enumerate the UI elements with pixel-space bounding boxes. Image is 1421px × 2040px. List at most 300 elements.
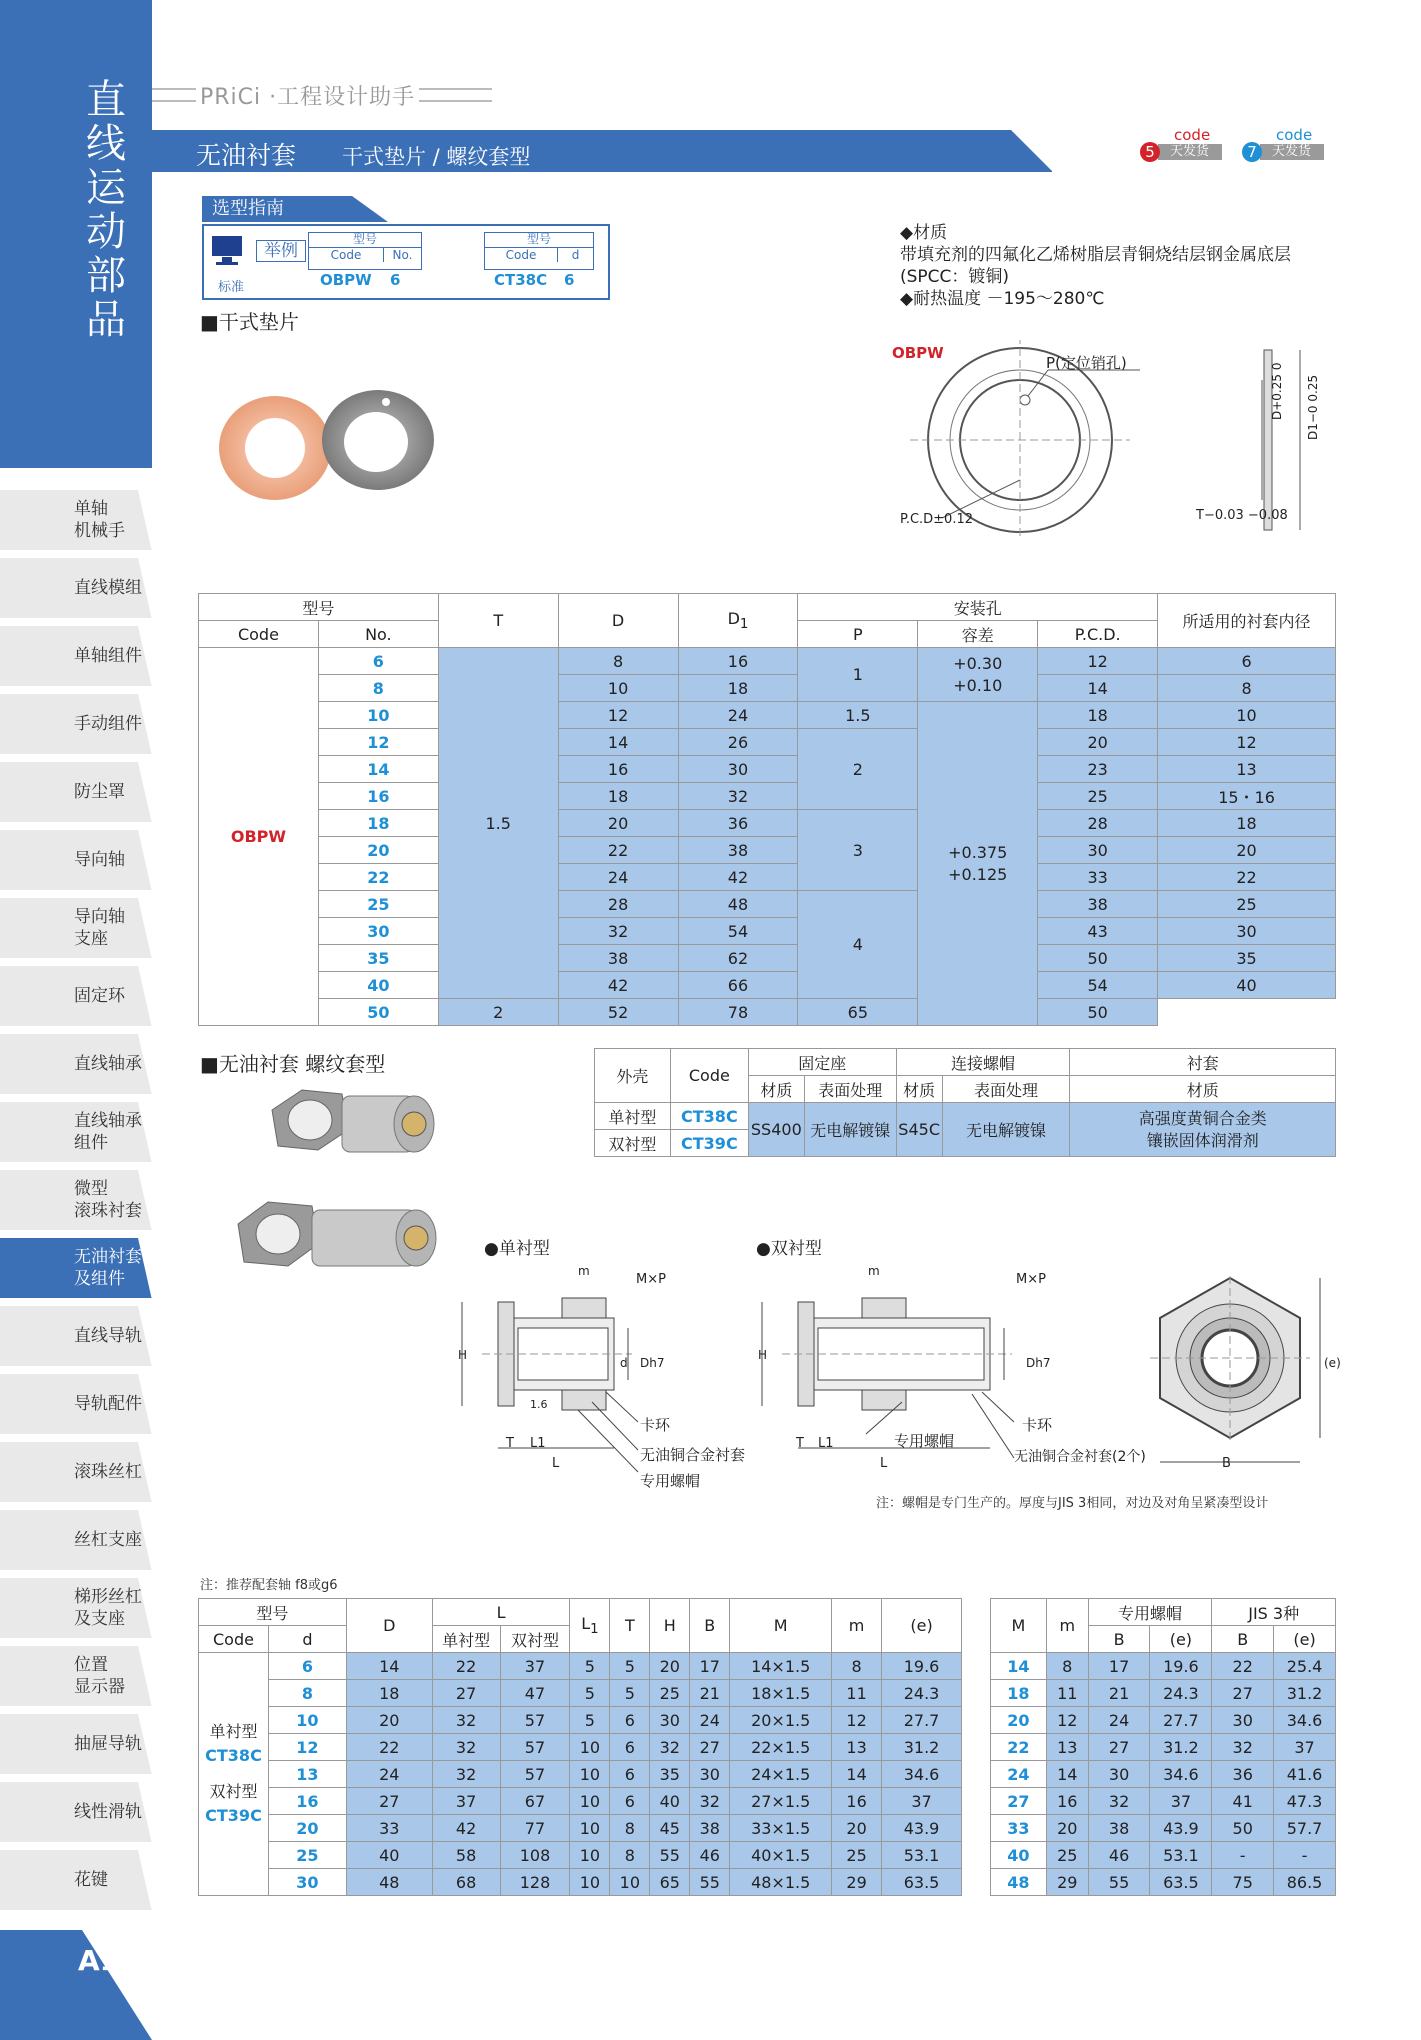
d1-header: $D_1$: [678, 594, 798, 648]
liner-material: 高强度黄铜合金类 镶嵌固体润滑剂: [1070, 1103, 1336, 1157]
d1-cell: 18: [678, 675, 798, 702]
bore-cell: 20: [1158, 837, 1336, 864]
e-cell: 24.3: [1150, 1680, 1212, 1707]
pcd-cell: 43: [1038, 918, 1158, 945]
m-cell: 11: [1046, 1680, 1088, 1707]
L-single-header: 单衬型: [432, 1626, 500, 1653]
p-cell: 2: [798, 729, 918, 810]
sidebar-item[interactable]: 导向轴 支座: [0, 898, 152, 960]
d-cell[interactable]: 16: [268, 1788, 346, 1815]
jb-cell: 36: [1212, 1761, 1274, 1788]
m-cell: 13: [1046, 1734, 1088, 1761]
no-label: No.: [383, 247, 421, 262]
d-header: D: [558, 594, 678, 648]
sidebar-item[interactable]: 单轴 机械手: [0, 490, 152, 552]
material-heading: ◆材质: [900, 223, 948, 243]
sidebar-item[interactable]: 线性滑轨: [0, 1782, 152, 1844]
d1-cell: 42: [678, 864, 798, 891]
table-row: [199, 1869, 962, 1896]
table-row: [199, 1653, 962, 1680]
l1-cell: 10: [570, 1869, 610, 1896]
jb-cell: 41: [1212, 1788, 1274, 1815]
h-cell: 40: [650, 1788, 690, 1815]
seat-surface-header: 表面处理: [804, 1076, 896, 1103]
material-spec: [900, 222, 1291, 310]
pcd-label: P.C.D±0.12: [900, 512, 974, 527]
single-code[interactable]: CT38C: [205, 1746, 262, 1765]
table-row: [199, 1815, 962, 1842]
delivery-badge-7day: [1240, 126, 1340, 164]
ls-cell: 32: [432, 1707, 500, 1734]
d-cell[interactable]: 25: [268, 1842, 346, 1869]
table-row: [199, 810, 1336, 837]
ls-cell: 58: [432, 1842, 500, 1869]
b-dim-label: B: [1222, 1456, 1231, 1471]
washer-no-cell[interactable]: 18: [318, 810, 438, 837]
d-cell: 18: [558, 783, 678, 810]
ld-cell: 108: [500, 1842, 570, 1869]
m-cell: 16: [1046, 1788, 1088, 1815]
l1-cell: 5: [570, 1653, 610, 1680]
table-row: [199, 1761, 962, 1788]
d-cell: 32: [558, 918, 678, 945]
e-cell: 27.7: [882, 1707, 962, 1734]
m-cell: 12: [832, 1707, 882, 1734]
washer-heading: ■干式垫片: [200, 310, 299, 334]
sidebar-item[interactable]: 导轨配件: [0, 1374, 152, 1436]
sidebar-item[interactable]: 单轴组件: [0, 626, 152, 688]
double-type-label: 双衬型: [209, 1782, 258, 1801]
pcd-cell: 25: [1038, 783, 1158, 810]
bore-header: 所适用的衬套内径: [1158, 594, 1336, 648]
table-row: [991, 1788, 1336, 1815]
je-cell: 86.5: [1274, 1869, 1336, 1896]
sidebar-item[interactable]: 直线轴承: [0, 1034, 152, 1096]
t-cell: 8: [610, 1842, 650, 1869]
d-cell: 27: [346, 1788, 432, 1815]
example1-no: 6: [390, 271, 401, 289]
D-header: D: [346, 1599, 432, 1653]
double-type-label: ●双衬型: [756, 1239, 822, 1259]
sidebar-item[interactable]: 梯形丝杠 及支座: [0, 1578, 152, 1640]
M-cell[interactable]: 22: [991, 1734, 1047, 1761]
sidebar-item[interactable]: 无油衬套 及组件: [0, 1238, 152, 1300]
table-row: [199, 1788, 962, 1815]
m-cell: 25: [832, 1842, 882, 1869]
pcd-cell: 65: [798, 999, 918, 1026]
t-cell: 6: [610, 1707, 650, 1734]
d1-cell: 26: [678, 729, 798, 756]
M-cell[interactable]: 40: [991, 1842, 1047, 1869]
badge-day-number: 7: [1242, 142, 1262, 162]
e-cell: 37: [1150, 1788, 1212, 1815]
m-cell: 18×1.5: [730, 1680, 832, 1707]
h-cell: 35: [650, 1761, 690, 1788]
cap-header: 连接螺帽: [896, 1049, 1070, 1076]
nut-label: 专用螺帽: [640, 1472, 701, 1490]
d-cell: 14: [346, 1653, 432, 1680]
je-cell: -: [1274, 1842, 1336, 1869]
table-row: [199, 891, 1336, 918]
jb-cell: 27: [1212, 1680, 1274, 1707]
d-cell: 52: [558, 999, 678, 1026]
sidebar-item[interactable]: 直线轴承 组件: [0, 1102, 152, 1164]
type-label: 型号: [526, 232, 551, 246]
no-header: No.: [318, 621, 438, 648]
d1-cell: 30: [678, 756, 798, 783]
d1-cell: 32: [678, 783, 798, 810]
ld-cell: 57: [500, 1734, 570, 1761]
pcd-cell: 23: [1038, 756, 1158, 783]
tolerance-cell: +0.30 +0.10: [918, 648, 1038, 702]
t-header: T: [438, 594, 558, 648]
jb-cell: 22: [1212, 1653, 1274, 1680]
d-cell: 22: [346, 1734, 432, 1761]
M-cell[interactable]: 14: [991, 1653, 1047, 1680]
e-cell: 34.6: [1150, 1761, 1212, 1788]
double-bushing-photo: [232, 1190, 442, 1280]
m-dim-label: m: [578, 1264, 590, 1278]
page-number: A1615: [78, 1944, 178, 1977]
m-dim-label: m: [868, 1264, 880, 1278]
type-header: 型号: [199, 1599, 347, 1626]
m-cell: 20: [1046, 1815, 1088, 1842]
p-cell: 4: [798, 891, 918, 999]
d-cell: 22: [558, 837, 678, 864]
ls-cell: 32: [432, 1761, 500, 1788]
ld-cell: 67: [500, 1788, 570, 1815]
washer-no-cell[interactable]: 50: [318, 999, 438, 1026]
t-cell: 1.5: [438, 648, 558, 999]
e-cell: 43.9: [882, 1815, 962, 1842]
table-row: [199, 756, 1336, 783]
m-cell: 29: [1046, 1869, 1088, 1896]
tolerance-cell: +0.375 +0.125: [918, 702, 1038, 1026]
L-header: L: [432, 1599, 570, 1626]
m-cell: 48×1.5: [730, 1869, 832, 1896]
d-cell[interactable]: 12: [268, 1734, 346, 1761]
washer-no-cell[interactable]: 22: [318, 864, 438, 891]
badge-day-number: 5: [1140, 142, 1160, 162]
l1-cell: 10: [570, 1815, 610, 1842]
nut-dimension-table: [990, 1598, 1336, 1896]
d-header: d: [268, 1626, 346, 1653]
h-cell: 25: [650, 1680, 690, 1707]
h-cell: 30: [650, 1707, 690, 1734]
sidebar-item[interactable]: 手动组件: [0, 694, 152, 756]
washer-no-cell[interactable]: 20: [318, 837, 438, 864]
m-cell: 27×1.5: [730, 1788, 832, 1815]
sidebar-item[interactable]: 直线导轨: [0, 1306, 152, 1368]
sidebar-item[interactable]: 位置 显示器: [0, 1646, 152, 1708]
ls-cell: 27: [432, 1680, 500, 1707]
pcd-header: P.C.D.: [1038, 621, 1158, 648]
nut-e-header: (e): [1150, 1626, 1212, 1653]
standard-label: 标准: [218, 280, 245, 295]
M-cell[interactable]: 18: [991, 1680, 1047, 1707]
section-title: 无油衬套: [196, 141, 297, 170]
m-cell: 16: [832, 1788, 882, 1815]
e-dim-label: (e): [1324, 1356, 1341, 1370]
m-cell: 20: [832, 1815, 882, 1842]
table-row: [991, 1842, 1336, 1869]
mxp-dim-label: M×P: [1016, 1272, 1046, 1287]
table-row: [199, 999, 1336, 1026]
jb-cell: -: [1212, 1842, 1274, 1869]
dh7-dim-label: Dh7: [640, 1356, 665, 1370]
pcd-cell: 20: [1038, 729, 1158, 756]
p-header: P: [798, 621, 918, 648]
ld-cell: 57: [500, 1761, 570, 1788]
d-dim-label: d: [620, 1356, 628, 1370]
bore-cell: 25: [1158, 891, 1336, 918]
m-cell: 25: [1046, 1842, 1088, 1869]
computer-icon: [210, 234, 250, 268]
washer-code-cell[interactable]: OBPW: [199, 648, 319, 1026]
ld-cell: 77: [500, 1815, 570, 1842]
t-cell: 10: [610, 1869, 650, 1896]
sidebar-item[interactable]: 滚珠丝杠: [0, 1442, 152, 1504]
l1-cell: 10: [570, 1842, 610, 1869]
h-cell: 45: [650, 1815, 690, 1842]
m-cell: 29: [832, 1869, 882, 1896]
sidebar-item[interactable]: 花键: [0, 1850, 152, 1912]
shell-double: 双衬型: [595, 1130, 671, 1157]
b-cell: 17: [690, 1653, 730, 1680]
ld-cell: 57: [500, 1707, 570, 1734]
d-cell[interactable]: 10: [268, 1707, 346, 1734]
d-cell[interactable]: 13: [268, 1761, 346, 1788]
table-row: [991, 1761, 1336, 1788]
H-header: H: [650, 1599, 690, 1653]
bushing-dimension-table: [198, 1598, 962, 1896]
sidebar-item[interactable]: 抽屉导轨: [0, 1714, 152, 1776]
d1-cell: 36: [678, 810, 798, 837]
table-row: [199, 945, 1336, 972]
b-cell: 55: [690, 1869, 730, 1896]
d-cell: 33: [346, 1815, 432, 1842]
h-cell: 20: [650, 1653, 690, 1680]
h-cell: 32: [650, 1734, 690, 1761]
l1-cell: 10: [570, 1761, 610, 1788]
washer-no-cell[interactable]: 16: [318, 783, 438, 810]
washer-no-cell[interactable]: 14: [318, 756, 438, 783]
jis-b-header: B: [1212, 1626, 1274, 1653]
d-cell[interactable]: 6: [268, 1653, 346, 1680]
bushing-material-table: [594, 1048, 1336, 1157]
t-cell: 6: [610, 1734, 650, 1761]
b-cell: 38: [1088, 1815, 1150, 1842]
code-label: Code: [485, 247, 557, 262]
e-cell: 53.1: [882, 1842, 962, 1869]
chamfer-label: 1.6: [530, 1398, 548, 1411]
example1-type-box: [308, 232, 422, 270]
pcd-cell: 28: [1038, 810, 1158, 837]
jb-cell: 50: [1212, 1815, 1274, 1842]
d-cell[interactable]: 8: [268, 1680, 346, 1707]
t-tolerance-label: T−0.03 −0.08: [1196, 508, 1288, 523]
double-code[interactable]: CT39C: [205, 1806, 262, 1825]
sidebar-item[interactable]: 导向轴: [0, 830, 152, 892]
m-cell: 8: [832, 1653, 882, 1680]
l1-cell: 10: [570, 1788, 610, 1815]
sidebar-item[interactable]: 直线模组: [0, 558, 152, 620]
example1-code: OBPW: [320, 271, 372, 289]
sidebar-item[interactable]: 丝杠支座: [0, 1510, 152, 1572]
e-cell: 63.5: [882, 1869, 962, 1896]
washer-no-cell[interactable]: 25: [318, 891, 438, 918]
ls-cell: 37: [432, 1788, 500, 1815]
m-cell: 14: [1046, 1761, 1088, 1788]
d-cell: 8: [558, 648, 678, 675]
type-label: 型号: [352, 232, 377, 246]
mxp-dim-label: M×P: [636, 1272, 666, 1287]
M-cell[interactable]: 48: [991, 1869, 1047, 1896]
d-cell: 12: [558, 702, 678, 729]
e-header: (e): [882, 1599, 962, 1653]
d1-cell: 16: [678, 648, 798, 675]
M-header: M: [730, 1599, 832, 1653]
code-header: Code: [199, 621, 319, 648]
sidebar: [0, 0, 178, 2040]
bore-cell: 18: [1158, 810, 1336, 837]
d1-cell: 54: [678, 918, 798, 945]
hex-nut-drawing: [1150, 1276, 1350, 1476]
h-cell: 55: [650, 1842, 690, 1869]
bore-cell: 30: [1158, 918, 1336, 945]
seat-surface: 无电解镀镍: [804, 1103, 896, 1157]
delivery-badge-5day: [1138, 126, 1238, 164]
t-cell: 6: [610, 1788, 650, 1815]
d-cell: 28: [558, 891, 678, 918]
material-base: (SPCC：镀铜): [900, 267, 1010, 287]
d1-tolerance-label: D1−0 0.25: [1306, 374, 1320, 440]
b-cell: 17: [1088, 1653, 1150, 1680]
m-header: m: [832, 1599, 882, 1653]
washer-no-cell[interactable]: 30: [318, 918, 438, 945]
d-cell[interactable]: 20: [268, 1815, 346, 1842]
e-cell: 19.6: [882, 1653, 962, 1680]
d-cell: 20: [346, 1707, 432, 1734]
h-cell: 65: [650, 1869, 690, 1896]
table-row: [991, 1653, 1336, 1680]
ld-cell: 47: [500, 1680, 570, 1707]
nut-label: 专用螺帽: [894, 1432, 955, 1450]
d1-cell: 62: [678, 945, 798, 972]
bore-cell: 6: [1158, 648, 1336, 675]
washer-no-cell[interactable]: 12: [318, 729, 438, 756]
l-dim-label: L: [880, 1456, 888, 1471]
example2-type-box: [484, 232, 594, 270]
d1-cell: 48: [678, 891, 798, 918]
sidebar-item[interactable]: 微型 滚珠衬套: [0, 1170, 152, 1232]
bore-cell: 13: [1158, 756, 1336, 783]
b-cell: 24: [690, 1707, 730, 1734]
heat-resistance: ◆耐热温度 －195～280℃: [900, 289, 1105, 309]
jb-cell: 75: [1212, 1869, 1274, 1896]
M-cell[interactable]: 27: [991, 1788, 1047, 1815]
selection-guide-box: [202, 224, 610, 300]
code-single[interactable]: CT38C: [670, 1103, 748, 1130]
e-cell: 63.5: [1150, 1869, 1212, 1896]
badge-days-text: 天发货: [1170, 144, 1210, 159]
b-cell: 46: [1088, 1842, 1150, 1869]
cap-material-header: 材质: [896, 1076, 942, 1103]
shell-header: 外壳: [595, 1049, 671, 1103]
washer-no-cell[interactable]: 10: [318, 702, 438, 729]
table-row: [199, 972, 1336, 999]
liner-header: 衬套: [1070, 1049, 1336, 1076]
code-double[interactable]: CT39C: [670, 1130, 748, 1157]
l-dim-label: L: [552, 1456, 560, 1471]
m-cell: 40×1.5: [730, 1842, 832, 1869]
M-cell[interactable]: 33: [991, 1815, 1047, 1842]
b-cell: 32: [690, 1788, 730, 1815]
m-header: m: [1046, 1599, 1088, 1653]
d-cell[interactable]: 30: [268, 1869, 346, 1896]
M-cell[interactable]: 20: [991, 1707, 1047, 1734]
washer-no-cell[interactable]: 40: [318, 972, 438, 999]
washer-spec-table: [198, 593, 1336, 1026]
bore-cell: 35: [1158, 945, 1336, 972]
p-cell: 1.5: [798, 702, 918, 729]
L1-header: $L_1$: [570, 1599, 610, 1653]
nut-b-header: B: [1088, 1626, 1150, 1653]
selection-guide-tab: 选型指南: [202, 196, 352, 222]
d-cell: 10: [558, 675, 678, 702]
cap-surface-header: 表面处理: [942, 1076, 1070, 1103]
pcd-cell: 54: [1038, 972, 1158, 999]
bore-cell: 40: [1158, 972, 1336, 999]
washer-photo: [210, 388, 440, 508]
p-cell: 1: [798, 648, 918, 702]
bore-cell: 22: [1158, 864, 1336, 891]
shell-single: 单衬型: [595, 1103, 671, 1130]
d-tolerance-label: D+0.25 0: [1270, 362, 1284, 420]
e-cell: 37: [882, 1788, 962, 1815]
e-cell: 43.9: [1150, 1815, 1212, 1842]
je-cell: 57.7: [1274, 1815, 1336, 1842]
badge-code-label: code: [1174, 126, 1211, 144]
sidebar-item[interactable]: 固定环: [0, 966, 152, 1028]
l1-cell: 10: [570, 1734, 610, 1761]
table-row: [199, 675, 1336, 702]
t-cell: 6: [610, 1761, 650, 1788]
m-cell: 11: [832, 1680, 882, 1707]
table-row: [991, 1869, 1336, 1896]
e-cell: 53.1: [1150, 1842, 1212, 1869]
M-header: M: [991, 1599, 1047, 1653]
washer-no-cell[interactable]: 8: [318, 675, 438, 702]
table-row: [199, 918, 1336, 945]
je-cell: 25.4: [1274, 1653, 1336, 1680]
je-cell: 37: [1274, 1734, 1336, 1761]
m-cell: 14×1.5: [730, 1653, 832, 1680]
table-row: [199, 648, 1336, 675]
e-cell: 34.6: [882, 1761, 962, 1788]
badge-days-text: 天发货: [1272, 144, 1312, 159]
washer-no-cell[interactable]: 35: [318, 945, 438, 972]
sidebar-item[interactable]: 防尘罩: [0, 762, 152, 824]
M-cell[interactable]: 24: [991, 1761, 1047, 1788]
table-row: [199, 864, 1336, 891]
table-row: [199, 1707, 962, 1734]
cap-surface: 无电解镀镍: [942, 1103, 1070, 1157]
b-cell: 27: [1088, 1734, 1150, 1761]
e-cell: 31.2: [1150, 1734, 1212, 1761]
B-header: B: [690, 1599, 730, 1653]
washer-no-cell[interactable]: 6: [318, 648, 438, 675]
